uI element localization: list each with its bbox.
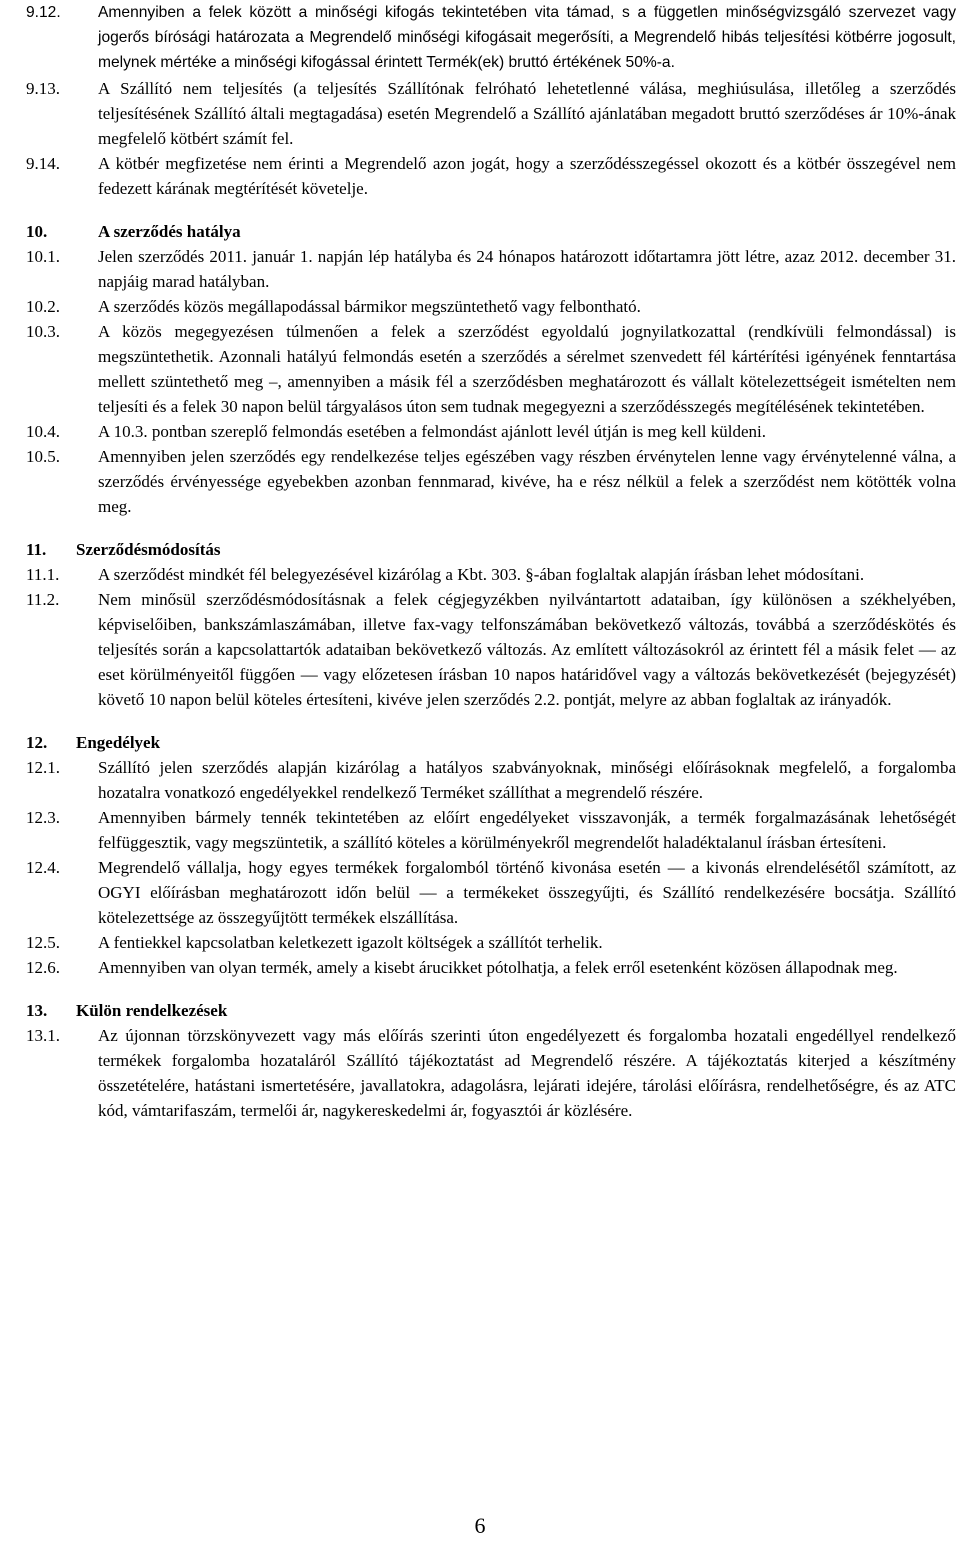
clause-10-1 xyxy=(0,244,960,294)
section-heading xyxy=(0,730,960,755)
section-number: 13. xyxy=(26,1001,48,1020)
spacer xyxy=(0,201,960,219)
clause-text: Amennyiben a felek között a minőségi kifogás tekintetében vita támad, s a független minőségvizsgáló szervezet vagy jogerős bírósági határozata a Megrendelő minőségi kifogásait megerősíti, a Megrendelő hibás teljesítési kötbérre jogosult, melynek mértéke a minőségi kifogással érintett Termék(ek) bruttó értékének 50%-a. xyxy=(98,4,956,71)
clause-number: 12.5. xyxy=(26,933,60,952)
clause-text: A szerződést mindkét fél belegyezésével kizárólag a Kbt. 303. §-ában foglaltak alapján írásban lehet módosítani. xyxy=(98,565,865,584)
clause-10-3 xyxy=(0,319,960,419)
section-heading xyxy=(0,537,960,562)
clause-text: A szerződés közös megállapodással bármikor megszüntethető vagy felbontható. xyxy=(98,297,641,316)
section-10 xyxy=(0,219,960,519)
section-heading xyxy=(0,998,960,1023)
clause-text: Nem minősül szerződésmódosításnak a felek cégjegyzékben nyilvántartott adataiban, így különösen a székhelyében, képviselőiben, bankszámlaszámában, illetve fax-vagy telfonszámában bekövetkező változás, továbbá a szerződéskötés és teljesítés során a kapcsolattartók adataiban bekövetkező változás. Az említett változásokról az érintett fél a másik felet — az eset körülményeitől függően — vagy előzetesen írásban 10 napos határidővel vagy a változás bekövetkezését (bejegyzését) követő 10 napon belül köteles értesíteni, kivéve jelen szerződés 2.2. pontját, melyre az abban foglaltak az irányadók. xyxy=(98,590,956,709)
clause-number: 12.3. xyxy=(26,808,60,827)
clause-12-4 xyxy=(0,855,960,930)
clause-number: 10.1. xyxy=(26,247,60,266)
clause-text: A 10.3. pontban szereplő felmondás esetében a felmondást ajánlott levél útján is meg kell küldeni. xyxy=(98,422,767,441)
clause-text: Amennyiben bármely tennék tekintetében az előírt engedélyeket visszavonják, a termék forgalmazásának lehetőségét felfüggesztik, vagy megszüntetik, a szállító köteles a körülményekről megrendelőt haladéktalanul írásban értesíteni. xyxy=(98,808,956,852)
section-number: 12. xyxy=(26,733,48,752)
section-title: Engedélyek xyxy=(76,733,161,752)
section-11 xyxy=(0,537,960,712)
clause-10-4 xyxy=(0,419,960,444)
clause-text: Szállító jelen szerződés alapján kizárólag a hatályos szabványoknak, minőségi előírásoknak megfelelő, a forgalomba hozatalra vonatkozó engedélyekkel rendelkező Terméket szállíthat a megrendelő részére. xyxy=(98,758,956,802)
clause-number: 12.4. xyxy=(26,858,60,877)
clause-11-2 xyxy=(0,587,960,712)
spacer xyxy=(0,980,960,998)
section-title: Külön rendelkezések xyxy=(76,1001,228,1020)
clause-number: 10.3. xyxy=(26,322,60,341)
clause-number: 9.12. xyxy=(26,4,61,21)
clause-12-1 xyxy=(0,755,960,805)
clause-10-2 xyxy=(0,294,960,319)
clause-number: 13.1. xyxy=(26,1026,60,1045)
section-12 xyxy=(0,730,960,980)
clause-number: 12.6. xyxy=(26,958,60,977)
clause-number: 10.5. xyxy=(26,447,60,466)
clause-number: 10.4. xyxy=(26,422,60,441)
section-9-continuation xyxy=(0,0,960,201)
section-title: Szerződésmódosítás xyxy=(76,540,221,559)
spacer xyxy=(0,519,960,537)
section-title: A szerződés hatálya xyxy=(98,222,241,241)
section-number: 10. xyxy=(26,222,48,241)
clause-number: 11.1. xyxy=(26,565,60,584)
clause-text: Amennyiben van olyan termék, amely a kisebt árucikket pótolhatja, a felek erről esetenként közösen állapodnak meg. xyxy=(98,958,898,977)
clause-10-5 xyxy=(0,444,960,519)
clause-text: Amennyiben jelen szerződés egy rendelkezése teljes egészében vagy részben érvénytelen lenne vagy érvénytelenné válna, a szerződés érvényessége egyebekben azonban fennmarad, kivéve, ha e rész nélkül a felek a szerződést nem kötötték volna meg. xyxy=(98,447,956,516)
clause-text: A Szállító nem teljesítés (a teljesítés Szállítónak felróható lehetetlenné válása, meghiúsulása, illetőleg a szerződés teljesítésének Szállító általi megtagadása) esetén Megrendelő a Szállító ajánlatában megadott bruttó szerződéses ár 10%-ának megfelelő kötbért számít fel. xyxy=(98,79,956,148)
section-13 xyxy=(0,998,960,1123)
clause-12-3 xyxy=(0,805,960,855)
clause-text: A kötbér megfizetése nem érinti a Megrendelő azon jogát, hogy a szerződésszegéssel okozott és a kötbér összegével nem fedezett kárának megtérítését követelje. xyxy=(98,154,956,198)
clause-9-14 xyxy=(0,151,960,201)
clause-12-5 xyxy=(0,930,960,955)
clause-12-6 xyxy=(0,955,960,980)
page-number: 6 xyxy=(474,1513,486,1538)
clause-text: A fentiekkel kapcsolatban keletkezett igazolt költségek a szállítót terhelik. xyxy=(98,933,603,952)
spacer xyxy=(0,712,960,730)
clause-number: 11.2. xyxy=(26,590,60,609)
clause-text: Az újonnan törzskönyvezett vagy más előírás szerinti úton engedélyezett és forgalomba hozatali engedéllyel rendelkező termékek forgalomba hozataláról Szállító tájékoztatást ad Megrendelő részére. A tájékoztatás kiterjed a készítmény összetételére, hatástani ismertetésére, javallatokra, adagolásra, lejárati idejére, tárolási előírásra, rendelhetőségre, és az ATC kód, vámtarifaszám, termelői ár, nagykereskedelmi ár, fogyasztói ár közlésére. xyxy=(98,1026,956,1120)
section-heading xyxy=(0,219,960,244)
clause-number: 9.13. xyxy=(26,79,60,98)
clause-9-12 xyxy=(0,0,960,75)
clause-number: 12.1. xyxy=(26,758,60,777)
section-number: 11. xyxy=(26,540,47,559)
clause-text: Jelen szerződés 2011. január 1. napján lép hatályba és 24 hónapos határozott időtartamra jött létre, azaz 2012. december 31. napjáig marad hatályban. xyxy=(98,247,956,291)
clause-text: A közös megegyezésen túlmenően a felek a szerződést egyoldalú jognyilatkozattal (rendkívüli felmondással) is megszüntethetik. Azonnali hatályú felmondás esetén a szerződés a sérelmet szenvedett fél kártérítési igényének fenntartása mellett szüntethető meg –, amennyiben a másik fél a szerződésben meghatározott és vállalt kötelezettségeit ismételten nem teljesíti és a felek 30 napon belül tárgyalásos úton sem tudnak megegyezni a szerződésszegés megítélésének tekintetében. xyxy=(98,322,956,416)
clause-9-13 xyxy=(0,76,960,151)
clause-13-1 xyxy=(0,1023,960,1123)
clause-text: Megrendelő vállalja, hogy egyes termékek forgalomból történő kivonása esetén — a kivonás elrendelésétől számított, az OGYI előírásban meghatározott időn belül — a termékeket összegyűjti, és Szállító rendelkezésére bocsátja. Szállító kötelezettsége az összegyűjtött termékek elszállítása. xyxy=(98,858,956,927)
clause-11-1 xyxy=(0,562,960,587)
clause-number: 9.14. xyxy=(26,154,60,173)
clause-number: 10.2. xyxy=(26,297,60,316)
